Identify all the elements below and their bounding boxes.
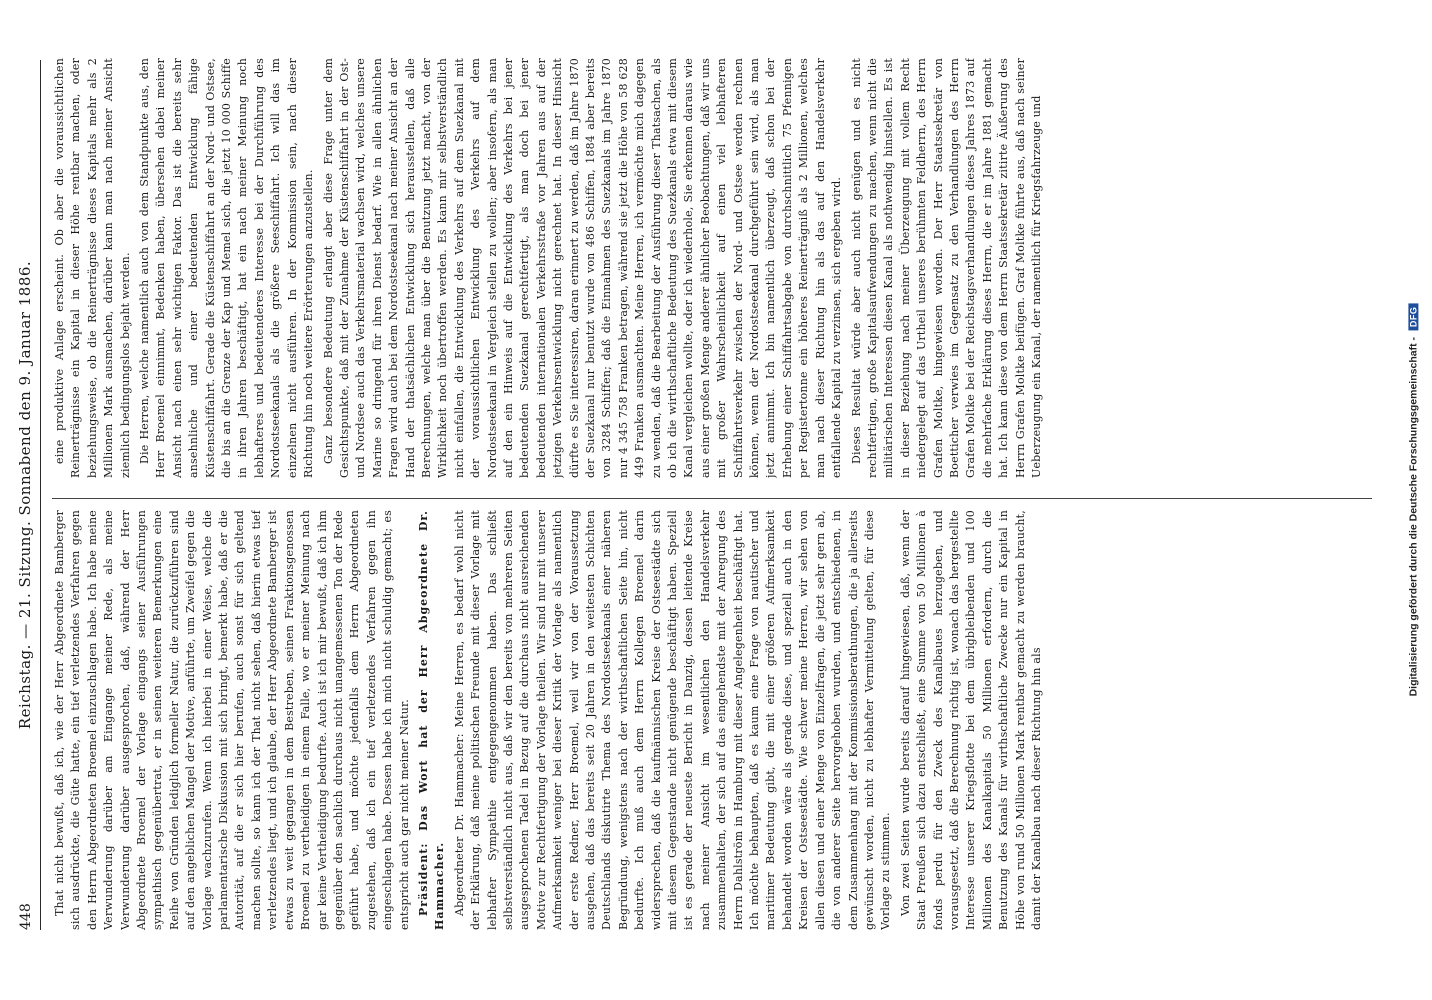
running-title: Reichstag. — 21. Sitzung. Sonnabend den 9. Januar 1886. (16, 260, 34, 730)
paragraph: Abgeordneter Dr. Hammacher: Meine Herren, es bedarf wohl nicht der Erklärung, daß meine politischen Freunde mit dieser Vorlage mit lebhafter Sympathie entgegengenommen haben. Das schließt selbstverständlich nicht aus, daß wir den bereits von mehreren Seiten ausgesprochenen Tadel in Bezug auf die durchaus nicht ausreichenden Motive zur Rechtfertigung der Vorlage theilen. Wir sind nur mit unserer Aufmerksamkeit weniger bei dieser Kritik der Vorlage als namentlich der erste Redner, Herr Broemel, weil wir von der Voraussetzung ausgehen, daß das bereits seit 20 Jahren in den weitesten Schichten Deutschlands diskutirte Thema des Nordostseekanals einer näheren Begründung, wenigstens nach der wirthschaftlichen Seite hin, nicht bedurfte. Ich muß auch dem Herrn Kollegen Broemel darin widersprechen, daß die kaufmännischen Kreise der Ostseestädte sich mit diesem Gegenstande nicht genügende beschäftigt haben. Speziell ist es gerade der neueste Bericht in Danzig, dessen leitende Kreise nach meiner Ansicht im wesentlichen den Handelsverkehr zusammenhalten, der sich auf das eingehendste mit der Anregung des Herrn Dahlström in Hamburg mit dieser Angelegenheit beschäftigt hat. Ich möchte behaupten, daß es kaum eine Frage von nautischer und maritimer Bedeutung gibt, die mit einer größeren Aufmerksamkeit behandelt worden wäre als gerade diese, und speziell auch in den Kreisen der Ostseestädte. Wie schwer meine Herren, wir sehen von allen diesen und einer Menge von Einzelfragen, die jetzt sehr gern ab, die von anderer Seite hervorgehoben wurden, und entschiedenen, in dem Zusammenhang mit der Kommissionsberathungen, die ja allerseits gewünscht worden, nicht zu lebhafter Vermittelung gelten, für diese Vorlage zu stimmen. (452, 510, 893, 930)
paragraph: That nicht bewußt, daß ich, wie der Herr Abgeordnete Bamberger sich ausdrückte, die Güte hatte, ein tief verletzendes Verfahren gegen den Herrn Abgeordneten Broemel einzuschlagen habe. Ich habe meine Verwunderung darüber am Eingange meiner Rede, als meine Verwunderung darüber ausgesprochen, daß, während der Herr Abgeordnete Broemel der Vorlage eingangs seiner Ausführungen sympathisch gegenübertrat, er in seinen weiteren Bemerkungen eine Reihe von Gründen lediglich formeller Natur, die zurückzuführen sind auf den angeblichen Mangel der Motive, anführte, um Zweifel gegen die Vorlage wachzurufen. Wenn ich hierbei in einer Weise, welche die parlamentarische Diskussion mit sich bringt, bemerkt habe, daß er die Autorität, auf die er sich hier berufen, auch sonst für sich geltend machen sollte, so kann ich der That nicht sehen, daß hierin etwas tief verletzendes liegt, und ich glaube, der Herr Abgeordnete Bamberger ist etwas zu weit gegangen in dem Bestreben, seinen Fraktionsgenossen Broemel zu vertheidigen in einem Falle, wo er meiner Meinung nach gar keine Vertheidigung bedurfte. Auch ist ich mir bewußt, daß ich ihm gegenüber den sachlich durchaus nicht unangemessenen Ton der Rede geführt habe, und möchte jedenfalls dem Herrn Abgeordneten zugestehen, daß ich ein tief verletzendes Verfahren gegen ihn eingeschlagen habe. Dessen habe ich mich nicht schuldig gemacht; es entspricht auch gar nicht meiner Natur. (53, 510, 411, 930)
right-text-column (52, 58, 1372, 478)
paragraph: Dieses Resultat würde aber auch nicht genügen und es nicht rechtfertigen, große Kapitalsaufwendungen zu machen, wenn nicht die militärischen Interessen diesen Kanal als nothwendig hinstellen. Es ist in dieser Beziehung nach meiner Überzeugung mit vollem Recht niedergelegt auf das Urtheil unseres berühmten Feldherrn, des Herrn Grafen Moltke, hingewiesen worden. Der Herr Staatssekretär von Boetticher verwies im Gegensatz zu den Verhandlungen des Herrn Grafen Moltke bei der Reichstagsverhandlungen dieses Jahres 1873 auf die mehrfache Erklärung dieses Herrn, die er im Jahre 1881 gemacht hat. Ich kann diese von dem Herrn Staatssekretär zitirte Äußerung des Herrn Grafen Moltke beifügen. Graf Moltke führte aus, daß nach seiner Ueberzeugung ein Kanal, der namentlich für Kriegsfahrzeuge und (849, 58, 1043, 478)
paragraph: Die Herren, welche namentlich auch von dem Standpunkte aus, den Herr Broemel einnimmt, Bedenken haben, übersehen dabei meiner Ansicht nach einen sehr wichtigen Faktor. Das ist die bereits sehr ansehnliche und einer bedeutenden Entwicklung fähige Küstenschiffahrt. Gerade die Küstenschiffahrt an der Nord- und Ostsee, die bis an die Grenze der Kap und Memel sich, die jetzt 10 000 Schiffe in ihren Jahren beschäftigt, hat ein nach meiner Meinung noch lebhafteres und bedeutenderes Interesse bei der Durchführung des Nordostseekanals als die größere Seeschiffahrt. Ich will das im einzelnen nicht ausführen. In der Kommission sein, nach dieser Richtung hin noch weitere Erörterungen anzustellen. (138, 58, 316, 478)
credit-text: Digitalisierung gefördert durch die Deutsche Forschungsgemeinschaft - (1407, 337, 1419, 697)
page-header (10, 60, 41, 930)
digitization-credit (1400, 0, 1426, 1000)
paragraph: Von zwei Seiten wurde bereits darauf hingewiesen, daß, wenn der Staat Preußen sich dazu entschließt, eine Summe von 50 Millionen à fonds perdu für den Zweck des Kanalbaues herzugeben, und vorausgesetzt, daß die Berechnung richtig ist, wonach das hergestellte Interesse unserer Kriegsflotte bei dem übrigbleibenden und 100 Millionen des Kanalkapitals 50 Millionen erfordern, durch die Benutzung des Kanals für wirthschaftliche Zwecke nur ein Kapital in Höhe von rund 50 Millionen Mark rentbar gemacht zu werden braucht, damit der Kanalbau nach dieser Richtung hin als (898, 510, 1043, 930)
paragraph: Ganz besondere Bedeutung erlangt aber diese Frage unter dem Gesichtspunkte, daß mit der Zunahme der Küstenschiffahrt in der Ost- und Nordsee auch das Verkehrsmaterial wachsen wird, welches unsere Marine so dringend für ihren Dienst bedarf. Wie in allen ähnlichen Fragen wird auch bei dem Nordostseekanal nach meiner Ansicht an der Hand der thatsächlichen Entwicklung sich herausstellen, daß alle Berechnungen, welche man über die Benutzung jetzt macht, von der Wirklichkeit noch übertroffen werden. Es kann mir selbstverständlich nicht einfallen, die Entwicklung des Verkehrs auf dem Suezkanal mit der voraussichtlichen Entwicklung des Verkehrs auf dem Nordostseekanal in Vergleich stellen zu wollen; aber insofern, als man auf den ein Hinweis auf die Entwicklung des Verkehrs bei jener bedeutenden Suezkanal gerechtfertigt, als man doch bei jener bedeutenden internationalen Verkehrsstraße vor Jahren aus auf der jetzigen Verkehrsentwicklung nicht gerechnet hat. In dieser Hinsicht dürfte es Sie interessiren, daran erinnert zu werden, daß im Jahre 1870 der Suezkanal nur benutzt wurde von 486 Schiffen, 1884 aber bereits von 3284 Schiffen; daß die Einnahmen des Suezkanals im Jahre 1870 nur 4 345 758 Franken betragen, während sie jetzt die Höhe von 58 628 449 Franken ausmachten. Meine Herren, ich vermöchte mich dagegen zu wenden, daß die Bearbeitung der Ausführung dieser Thatsachen, als ob ich die wirthschaftliche Bedeutung des Suezkanals etwa mit diesem Kanal vergleichen wollte, oder ich wiederhole, Sie erkennen daraus wie aus einer großen Menge anderer ähnlicher Beobachtungen, daß wir uns mit großer Wahrscheinlichkeit auf einen viel lebhafteren Schiffahrtsverkehr zwischen der Nord- und Ostsee werden rechnen können, wenn der Nordostseekanal durchgeführt sein wird, als man jetzt annimmt. Ich bin namentlich überzeugt, daß schon bei der Erhebung einer Schiffahrtsabgabe von durchschnittlich 75 Pfennigen per Registertonne ein höheres Reinerträgniß als 2 Millionen, welches man nach dieser Richtung hin als das auf den Handelsverkehr entfallende Kapital zu verzinsen, sich ergeben wird. (321, 58, 844, 478)
paragraph: eine produktive Anlage erscheint. Ob aber die voraussichtlichen Reinerträgnisse ein Kapital in dieser Höhe rentbar machen, oder beziehungsweise, ob die Reinerträgnisse dieses Kapitals mehr als 2 Millionen Mark ausmachen, darüber kann man nach meiner Ansicht ziemlich bedingungslos bejaht werden. (53, 58, 132, 478)
left-text-column (52, 510, 1372, 930)
page-number: 448 (18, 903, 34, 930)
speaker-paragraph: Präsident: Das Wort hat der Herr Abgeordnete Dr. Hammacher. (416, 510, 447, 930)
column-divider (52, 498, 1372, 499)
dfg-logo: DFG (1408, 304, 1418, 331)
